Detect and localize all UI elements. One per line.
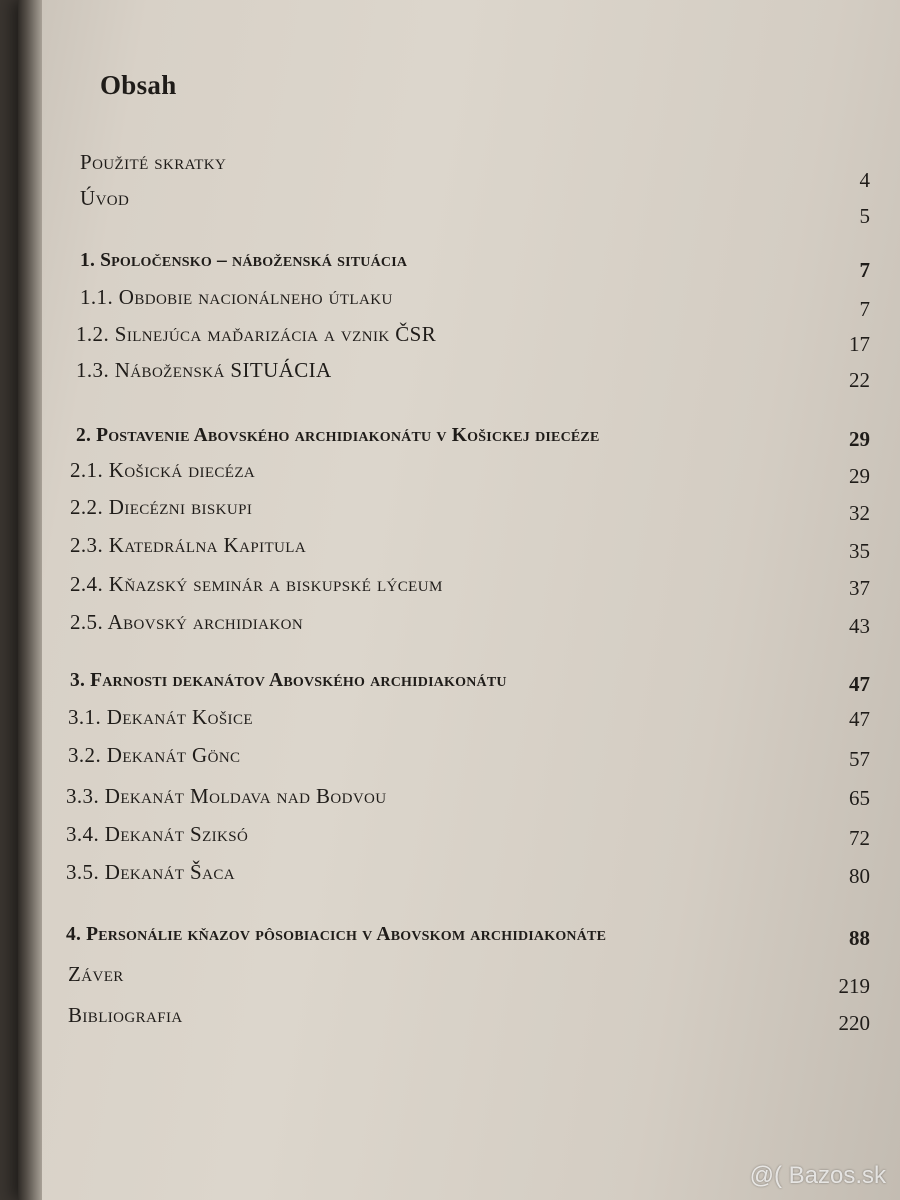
toc-entry-label: 3.1. Dekanát Košice	[68, 705, 253, 729]
toc-title: Obsah	[100, 70, 177, 100]
toc-entry-label: 2.3. Katedrálna Kapitula	[70, 533, 307, 557]
site-watermark: @( Bazos.sk	[749, 1162, 886, 1189]
toc-entry-page: 220	[838, 1011, 870, 1035]
toc-entry-label: 2.5. Abovský archidiakon	[70, 610, 304, 634]
toc-entry-label: 1.1. Obdobie nacionálneho útlaku	[80, 285, 393, 309]
toc-entry-label: 3.4. Dekanát Sziksó	[66, 822, 249, 846]
toc-entry-page: 47	[849, 672, 870, 696]
toc-entry-page: 5	[859, 204, 870, 228]
toc-entry-page: 35	[849, 539, 870, 563]
toc-entry-page: 32	[849, 501, 870, 525]
book-page	[18, 0, 900, 1200]
toc-entry-label: 2.1. Košická diecéza	[70, 458, 256, 482]
page-gutter-shadow	[18, 0, 42, 1200]
toc-entry-page: 4	[859, 168, 870, 192]
toc-entry-label: Úvod	[80, 186, 130, 210]
toc-entry-page: 72	[849, 826, 870, 850]
toc-entry-label: 3.3. Dekanát Moldava nad Bodvou	[66, 784, 387, 808]
toc-entry-label: 2.2. Diecézni biskupi	[70, 495, 253, 519]
toc-entry-page: 17	[849, 332, 870, 356]
toc-entry-label: 2.4. Kňazský seminár a biskupské lýceum	[70, 572, 443, 596]
toc-entry-page: 43	[849, 614, 870, 638]
toc-entry-label: 1. Spoločensko – náboženská situácia	[80, 250, 408, 271]
toc-entry-label: 3.2. Dekanát Gönc	[68, 743, 241, 767]
toc-entry-page: 88	[849, 926, 870, 950]
toc-entry-page: 7	[859, 297, 870, 321]
toc-entry-label: 2. Postavenie Abovského archidiakonátu v Košickej diecéze	[76, 425, 600, 446]
toc-entry-page: 29	[849, 427, 870, 451]
toc-entry-label: Bibliografia	[68, 1003, 183, 1027]
toc-entry-label: 3. Farnosti dekanátov Abovského archidiakonátu	[70, 670, 507, 691]
toc-entry-label: Použité skratky	[80, 150, 227, 174]
toc-entry-label: 1.2. Silnejúca maďarizácia a vznik ČSR	[76, 322, 437, 346]
toc-entry-label: 4. Personálie kňazov pôsobiacich v Abovskom archidiakonáte	[66, 924, 607, 945]
toc-entry-page: 57	[849, 747, 870, 771]
toc-entry-label: 3.5. Dekanát Šaca	[66, 860, 235, 884]
toc-entry-page: 219	[838, 974, 870, 998]
toc-entry-label: 1.3. Náboženská SITUÁCIA	[76, 358, 332, 382]
toc-entry-page: 7	[859, 258, 870, 282]
toc-entry-page: 80	[849, 864, 870, 888]
toc-entry-page: 47	[849, 707, 870, 731]
toc-entry-page: 37	[849, 576, 870, 600]
toc-entry-label: Záver	[68, 962, 124, 986]
toc-entry-page: 65	[849, 786, 870, 810]
toc-entry-page: 22	[849, 368, 870, 392]
toc-entry-page: 29	[849, 464, 870, 488]
